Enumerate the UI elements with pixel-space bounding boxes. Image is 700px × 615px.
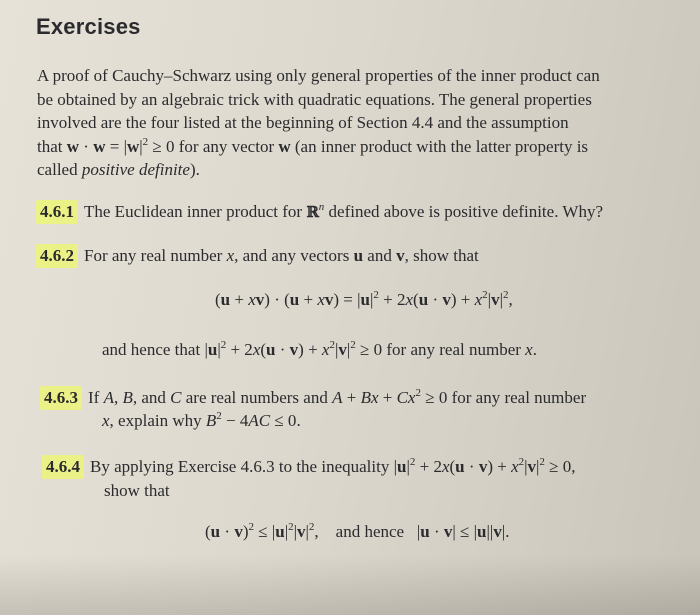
intro-line-2: be obtained by an algebraic trick with quadratic equations. The general properties	[37, 89, 592, 109]
exercise-4-6-1: 4.6.1 The Euclidean inner product for ℝ$^n$ defined above is positive definite. Why?	[36, 200, 603, 224]
exercise-number: 4.6.2	[36, 244, 78, 268]
intro-line-4: that $w \cdot w = |w|^2 \ge 0$ for any vector w (an inner product with the latter property is	[37, 135, 589, 156]
exercise-4-6-2: 4.6.2 For any real number x, and any vectors u and v, show that	[36, 244, 479, 268]
exercise-4-6-4-continued: show that	[104, 481, 170, 500]
intro-line-5: called positive definite).	[37, 160, 200, 179]
equation-4-6-4: $(u \cdot v)^2 \le |u|^2|v|^2$, and hence |u · v| ≤ |u||v|.	[205, 521, 510, 541]
intro-line-1: A proof of Cauchy–Schwarz using only general properties of the inner product can	[37, 66, 600, 85]
exercise-number: 4.6.3	[40, 386, 82, 410]
exercise-4-6-4: 4.6.4 By applying Exercise 4.6.3 to the inequality $|u|^2 + 2x(u \cdot v) + x^2|v|^2 \ge 0$,	[42, 455, 576, 479]
intro-paragraph	[37, 64, 677, 182]
exercise-4-6-2-continued: and hence that $|u|^2 + 2x(u \cdot v) + x^2|v|^2 \ge 0$ for any real number x.	[102, 339, 537, 359]
exercise-number: 4.6.1	[36, 200, 78, 224]
equation-4-6-2: $(u + xv) \cdot (u + xv) = |u|^2 + 2x(u \cdot v) + x^2|v|^2$,	[215, 289, 513, 309]
page-title: Exercises	[36, 14, 141, 39]
exercise-4-6-3: 4.6.3 If A, B, and C are real numbers and $A + Bx + Cx^2 \ge 0$ for any real number	[40, 386, 586, 410]
intro-line-3: involved are the four listed at the beginning of Section 4.4 and the assumption	[37, 113, 569, 132]
exercise-number: 4.6.4	[42, 455, 84, 479]
exercise-4-6-3-continued: x, explain why $B^2 - 4AC \le 0$.	[102, 410, 301, 430]
